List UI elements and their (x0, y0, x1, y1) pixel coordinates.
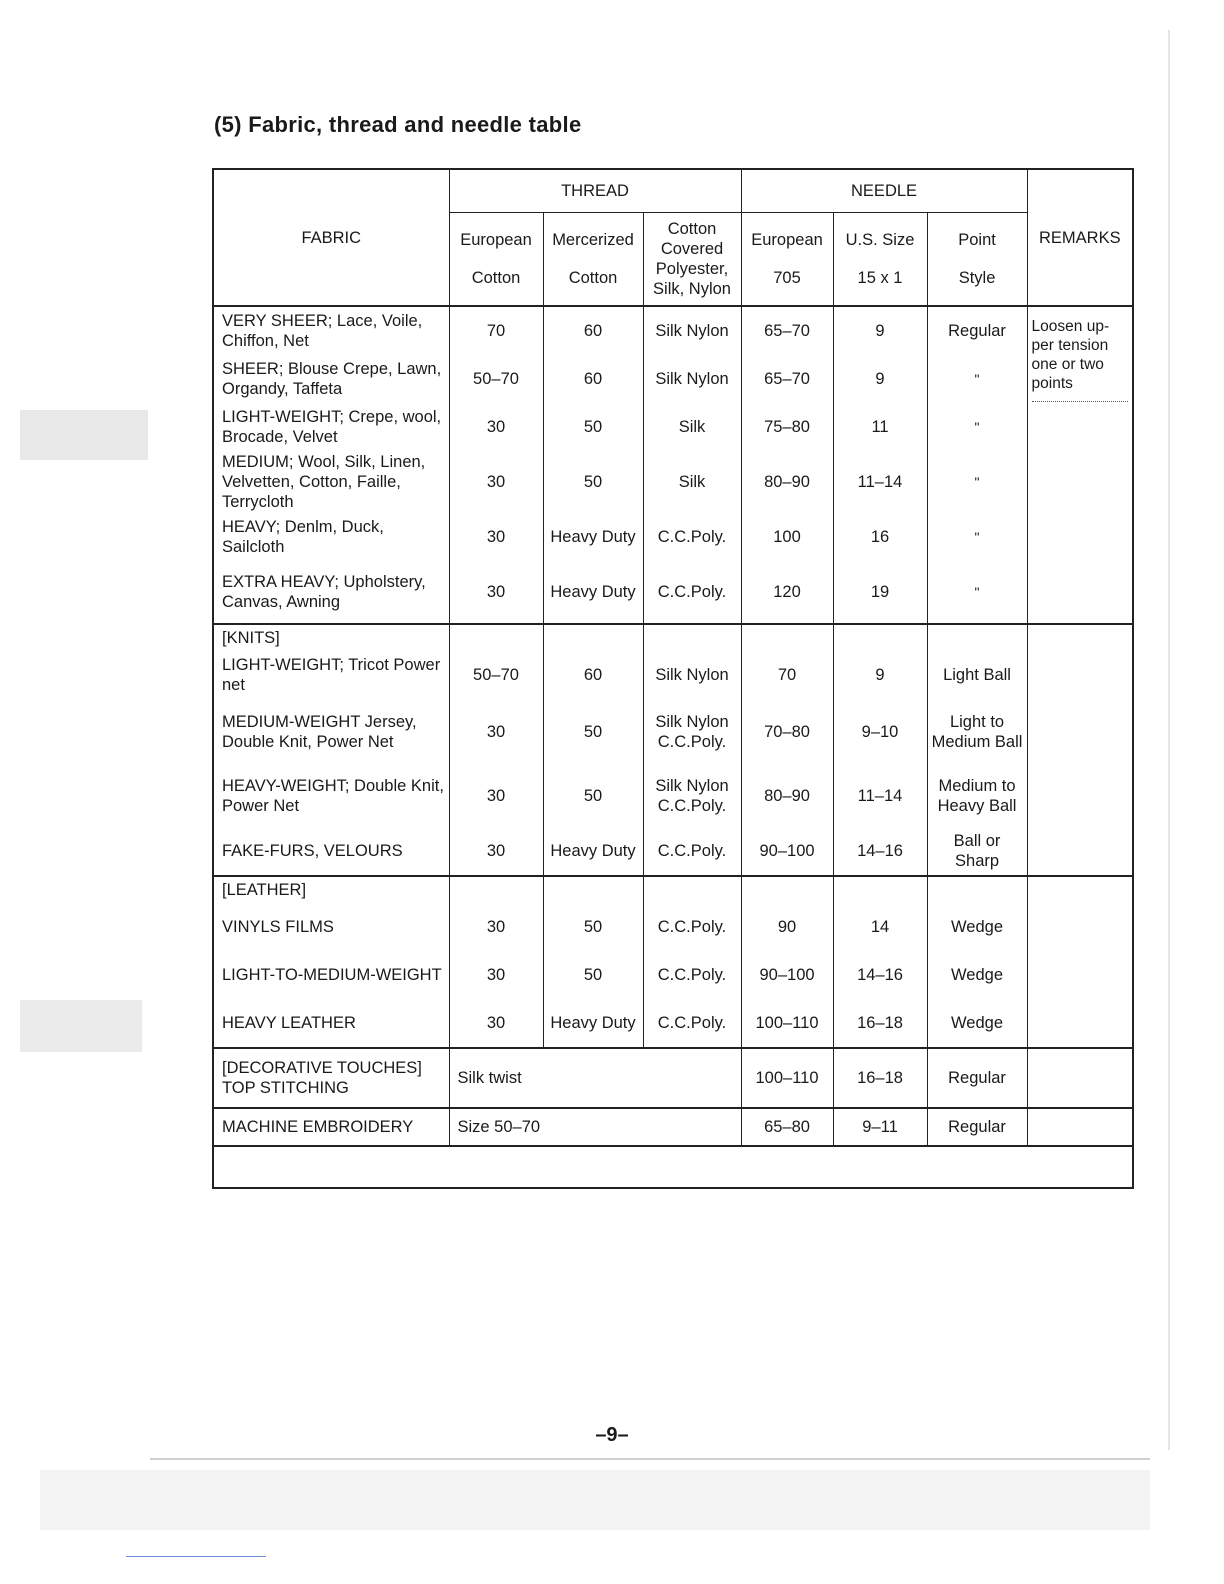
scan-noise (20, 410, 148, 460)
thread-header: THREAD (449, 169, 741, 213)
page-title: (5) Fabric, thread and needle table (214, 112, 582, 137)
table-row: HEAVY LEATHER 30 Heavy Duty C.C.Poly. 100–110 16–18 Wedge (213, 999, 1133, 1048)
table-row: MEDIUM; Wool, Silk, Linen, Velvetten, Cotton, Faille, Terrycloth 30 50 Silk 80–90 11–14 " (213, 451, 1133, 513)
empty-footer-row (213, 1146, 1133, 1188)
fabric-thread-needle-table (212, 168, 1134, 1189)
table-row: [DECORATIVE TOUCHES] TOP STITCHING Silk twist 100–110 16–18 Regular (213, 1048, 1133, 1108)
needle-col-european-705: European 705 (741, 213, 833, 307)
thread-col-cotton-covered-polyester: Cotton Covered Polyester, Silk, Nylon (643, 213, 741, 307)
scan-noise (20, 1000, 142, 1052)
table-row: SHEER; Blouse Crepe, Lawn, Organdy, Taffeta 50–70 60 Silk Nylon 65–70 9 " (213, 355, 1133, 403)
scan-edge-line (1168, 30, 1170, 1450)
section-header-leather: [LEATHER] (213, 876, 1133, 903)
table-row: LIGHT-TO-MEDIUM-WEIGHT 30 50 C.C.Poly. 90–100 14–16 Wedge (213, 951, 1133, 999)
table-row: MACHINE EMBROIDERY Size 50–70 65–80 9–11 Regular (213, 1108, 1133, 1146)
section-header-knits: [KNITS] (213, 624, 1133, 651)
thread-col-european-cotton: European Cotton (449, 213, 543, 307)
remark-text: Loosen up-per tension one or two points (1032, 317, 1129, 402)
table-row: MEDIUM-WEIGHT Jersey, Double Knit, Power Net 30 50 Silk Nylon C.C.Poly. 70–80 9–10 Light to Medium Ball (213, 699, 1133, 765)
needle-col-us-size: U.S. Size 15 x 1 (833, 213, 927, 307)
table-row: LIGHT-WEIGHT; Tricot Power net 50–70 60 Silk Nylon 70 9 Light Ball (213, 651, 1133, 699)
scan-noise (40, 1470, 1150, 1530)
needle-col-point-style: Point Style (927, 213, 1027, 307)
table-row: FAKE-FURS, VELOURS 30 Heavy Duty C.C.Poly. 90–100 14–16 Ball or Sharp (213, 827, 1133, 876)
fabric-header: FABRIC (213, 169, 449, 306)
table-row: LIGHT-WEIGHT; Crepe, wool, Brocade, Velvet 30 50 Silk 75–80 11 " (213, 403, 1133, 451)
remarks-header: REMARKS (1027, 169, 1133, 306)
table-row: HEAVY; Denlm, Duck, Sailcloth 30 Heavy Duty C.C.Poly. 100 16 " (213, 513, 1133, 561)
table-row: EXTRA HEAVY; Upholstery, Canvas, Awning 30 Heavy Duty C.C.Poly. 120 19 " (213, 561, 1133, 624)
scan-edge-line (150, 1458, 1150, 1460)
section-header-decorative: [DECORATIVE TOUCHES] (222, 1059, 422, 1077)
needle-header: NEEDLE (741, 169, 1027, 213)
table-row: VERY SHEER; Lace, Voile, Chiffon, Net 70 60 Silk Nylon 65–70 9 Regular Loosen up-per tension one or two points (213, 306, 1133, 355)
table-row: HEAVY-WEIGHT; Double Knit, Power Net 30 50 Silk Nylon C.C.Poly. 80–90 11–14 Medium to Heavy Ball (213, 765, 1133, 827)
thread-col-mercerized-cotton: Mercerized Cotton (543, 213, 643, 307)
page-number: –9– (595, 1424, 629, 1446)
remark-cell (1027, 306, 1133, 624)
table-row: VINYLS FILMS 30 50 C.C.Poly. 90 14 Wedge (213, 903, 1133, 951)
scan-underline (126, 1556, 266, 1557)
